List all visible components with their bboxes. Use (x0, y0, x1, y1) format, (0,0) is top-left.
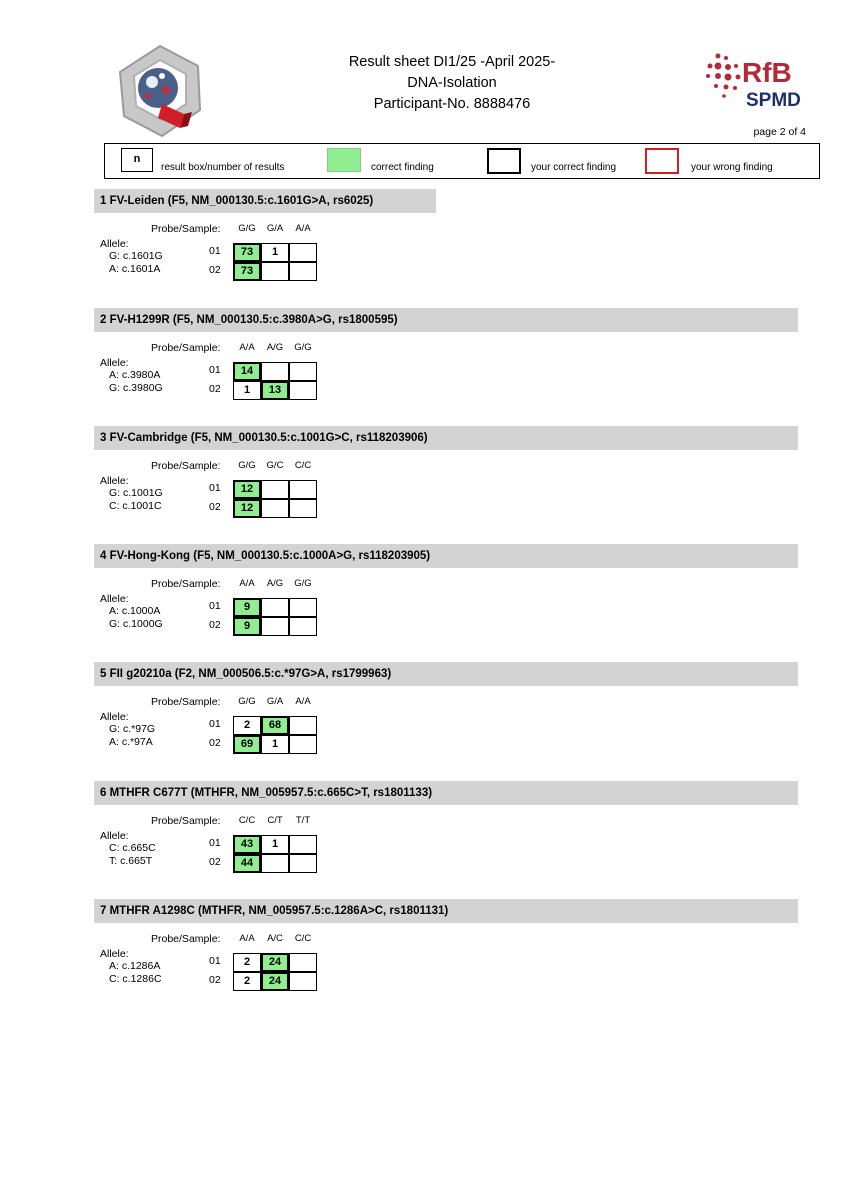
genotype-header: G/A (266, 223, 284, 234)
allele-label: Allele: (100, 830, 129, 842)
legend (104, 143, 820, 179)
allele-label: Allele: (100, 238, 129, 250)
dots-icon (706, 54, 741, 98)
page-number: page 2 of 4 (753, 126, 806, 138)
result-cell (289, 262, 317, 281)
result-cell: 73 (233, 262, 261, 281)
result-section (94, 189, 798, 299)
legend-result-box: n (121, 148, 153, 172)
genotype-header: C/C (294, 933, 312, 944)
result-cell (289, 835, 317, 854)
probe-sample-label: Probe/Sample: (151, 223, 221, 235)
allele-label: Allele: (100, 948, 129, 960)
probe-sample-label: Probe/Sample: (151, 578, 221, 590)
genotype-header: C/T (267, 815, 283, 826)
allele-name: G: c.1601G (109, 250, 163, 262)
allele-name: C: c.665C (109, 842, 156, 854)
svg-text:SPMD: SPMD (746, 90, 801, 111)
genotype-header: G/G (294, 578, 312, 589)
result-cell (289, 953, 317, 972)
legend-your-wrong-label: your wrong finding (691, 162, 773, 173)
result-cell (289, 735, 317, 754)
probe-sample-label: Probe/Sample: (151, 460, 221, 472)
result-section (94, 781, 798, 891)
result-cell: 68 (261, 716, 289, 735)
result-cell (261, 262, 289, 281)
result-cell (289, 617, 317, 636)
sample-label: 02 (209, 737, 221, 749)
section-title: 6 MTHFR C677T (MTHFR, NM_005957.5:c.665C>T, rs1801133) (94, 781, 798, 805)
result-cell: 24 (261, 972, 289, 991)
result-cell: 1 (233, 381, 261, 400)
section-title: 5 FII g20210a (F2, NM_000506.5:c.*97G>A, rs1799963) (94, 662, 798, 686)
allele-name: G: c.1001G (109, 487, 163, 499)
result-cell (289, 972, 317, 991)
result-cell: 14 (233, 362, 261, 381)
allele-label: Allele: (100, 475, 129, 487)
result-cell: 69 (233, 735, 261, 754)
title-line-3: Participant-No. 8888476 (373, 96, 531, 112)
genotype-header: A/G (266, 342, 284, 353)
result-cell: 9 (233, 598, 261, 617)
section-title: 1 FV-Leiden (F5, NM_000130.5:c.1601G>A, rs6025) (94, 189, 436, 213)
sample-label: 01 (209, 245, 221, 257)
title-line-2: DNA-Isolation (407, 75, 497, 91)
sample-label: 02 (209, 974, 221, 986)
genotype-header: G/G (238, 460, 256, 471)
genotype-header: A/A (239, 933, 255, 944)
result-cell (261, 480, 289, 499)
allele-name: T: c.665T (109, 855, 153, 867)
genotype-header: A/C (267, 933, 283, 944)
result-section (94, 426, 798, 536)
result-cell: 12 (233, 499, 261, 518)
title-line-1: Result sheet DI1/25 -April 2025- (348, 54, 556, 70)
sample-label: 01 (209, 364, 221, 376)
allele-name: A: c.*97A (109, 736, 153, 748)
allele-name: C: c.1001C (109, 500, 162, 512)
allele-label: Allele: (100, 357, 129, 369)
legend-your-correct-label: your correct finding (531, 162, 617, 173)
result-cell: 2 (233, 716, 261, 735)
result-cell: 13 (261, 381, 289, 400)
probe-sample-label: Probe/Sample: (151, 815, 221, 827)
result-cell (261, 598, 289, 617)
section-title: 7 MTHFR A1298C (MTHFR, NM_005957.5:c.1286A>C, rs1801131) (94, 899, 798, 923)
legend-correct-label: correct finding (371, 162, 434, 173)
allele-name: A: c.1286A (109, 960, 161, 972)
probe-sample-label: Probe/Sample: (151, 696, 221, 708)
result-cell: 2 (233, 953, 261, 972)
allele-name: A: c.1601A (109, 263, 161, 275)
result-cell: 9 (233, 617, 261, 636)
result-cell (289, 480, 317, 499)
result-cell (289, 243, 317, 262)
result-sheet-title (300, 52, 604, 115)
section-title: 2 FV-H1299R (F5, NM_000130.5:c.3980A>G, rs1800595) (94, 308, 798, 332)
allele-name: G: c.1000G (109, 618, 163, 630)
allele-name: G: c.3980G (109, 382, 163, 394)
section-title: 3 FV-Cambridge (F5, NM_000130.5:c.1001G>C, rs118203906) (94, 426, 798, 450)
result-cell: 24 (261, 953, 289, 972)
result-section (94, 662, 798, 772)
result-section (94, 544, 798, 654)
section-title: 4 FV-Hong-Kong (F5, NM_000130.5:c.1000A>G, rs118203905) (94, 544, 798, 568)
genotype-header: G/G (238, 696, 256, 707)
genotype-header: A/A (239, 578, 255, 589)
result-cell: 12 (233, 480, 261, 499)
allele-name: A: c.1000A (109, 605, 161, 617)
result-cell (261, 854, 289, 873)
result-cell (261, 499, 289, 518)
genotype-header: G/G (238, 223, 256, 234)
result-cell: 44 (233, 854, 261, 873)
genotype-header: C/C (294, 460, 312, 471)
result-cell: 2 (233, 972, 261, 991)
genotype-header: C/C (238, 815, 256, 826)
legend-your-wrong-swatch (645, 148, 679, 174)
result-cell (289, 598, 317, 617)
sample-label: 02 (209, 619, 221, 631)
probe-sample-label: Probe/Sample: (151, 933, 221, 945)
result-cell (289, 381, 317, 400)
result-cell (289, 362, 317, 381)
sample-label: 01 (209, 600, 221, 612)
legend-result-box-label: result box/number of results (161, 162, 285, 173)
genotype-header: A/G (266, 578, 284, 589)
sample-label: 01 (209, 718, 221, 730)
sample-label: 01 (209, 482, 221, 494)
result-cell (289, 854, 317, 873)
allele-name: A: c.3980A (109, 369, 161, 381)
sample-label: 01 (209, 955, 221, 967)
result-cell: 1 (261, 735, 289, 754)
genotype-header: G/G (294, 342, 312, 353)
result-cell: 73 (233, 243, 261, 262)
genotype-header: A/A (295, 223, 311, 234)
rfb-spmd-logo (704, 50, 824, 112)
genotype-header: G/A (266, 696, 284, 707)
sample-label: 02 (209, 383, 221, 395)
sample-label: 02 (209, 856, 221, 868)
svg-text:RfB: RfB (742, 57, 792, 88)
sample-label: 02 (209, 501, 221, 513)
legend-correct-swatch (327, 148, 361, 172)
result-cell (289, 499, 317, 518)
result-cell (261, 362, 289, 381)
allele-name: C: c.1286C (109, 973, 162, 985)
result-cell: 43 (233, 835, 261, 854)
result-cell (261, 617, 289, 636)
result-cell: 1 (261, 835, 289, 854)
sample-label: 01 (209, 837, 221, 849)
genotype-header: A/A (295, 696, 311, 707)
genotype-header: A/A (239, 342, 255, 353)
result-section (94, 308, 798, 418)
ring-logo (112, 42, 208, 142)
probe-sample-label: Probe/Sample: (151, 342, 221, 354)
allele-name: G: c.*97G (109, 723, 156, 735)
result-cell: 1 (261, 243, 289, 262)
allele-label: Allele: (100, 711, 129, 723)
legend-your-correct-swatch (487, 148, 521, 174)
result-cell (289, 716, 317, 735)
genotype-header: T/T (295, 815, 311, 826)
result-section (94, 899, 798, 1009)
allele-label: Allele: (100, 593, 129, 605)
sample-label: 02 (209, 264, 221, 276)
genotype-header: G/C (266, 460, 284, 471)
